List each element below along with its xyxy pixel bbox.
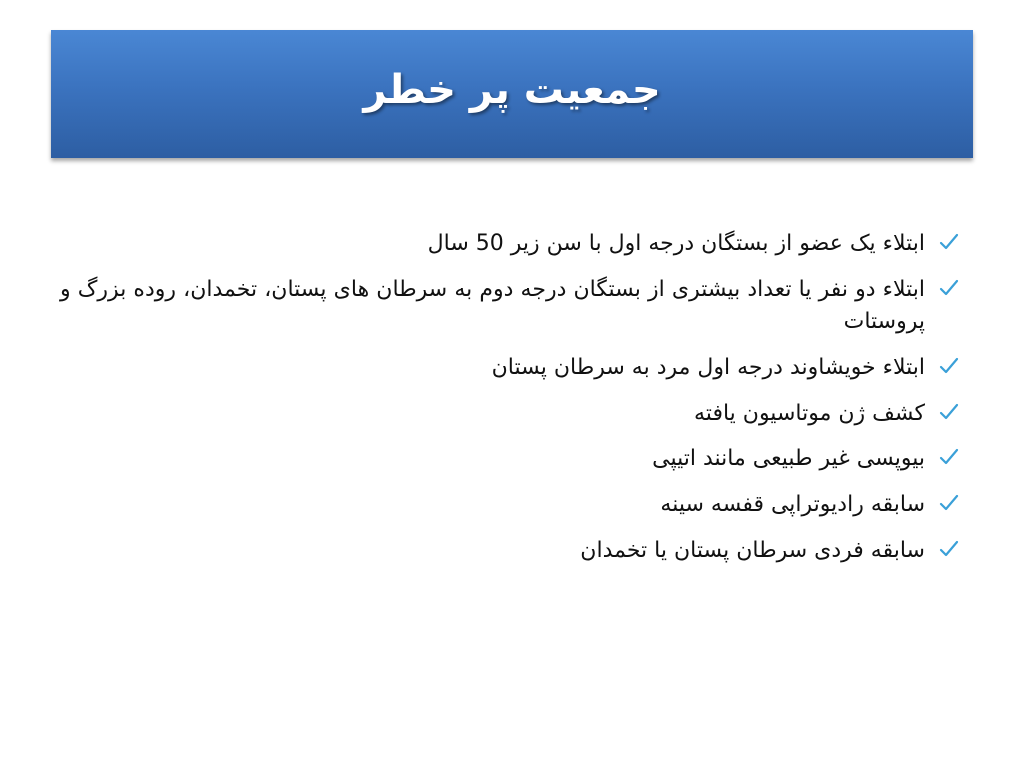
checkmark-icon (938, 446, 960, 468)
bullet-list (60, 228, 962, 581)
checkmark-icon (938, 538, 960, 560)
list-item (60, 352, 962, 384)
checkmark-icon (938, 401, 960, 423)
checkmark-icon (938, 355, 960, 377)
list-item (60, 535, 962, 567)
list-item (60, 443, 962, 475)
list-item-text: بیوپسی غیر طبیعی مانند اتیپی (652, 446, 925, 472)
list-item (60, 489, 962, 521)
list-item (60, 274, 962, 338)
list-item (60, 228, 962, 260)
checkmark-icon (938, 277, 960, 299)
checkmark-icon (938, 492, 960, 514)
checkmark-icon (938, 231, 960, 253)
list-item-text: سابقه رادیوتراپی قفسه سینه (660, 492, 925, 518)
list-item (60, 398, 962, 430)
list-item-text: ابتلاء خویشاوند درجه اول مرد به سرطان پستان (491, 354, 925, 380)
list-item-text: کشف ژن موتاسیون یافته (694, 400, 925, 426)
slide-title: جمعیت پر خطر (363, 67, 661, 113)
list-item-text: ابتلاء یک عضو از بستگان درجه اول با سن زیر 50 سال (427, 231, 925, 256)
title-bar (51, 30, 973, 158)
list-item-text: سابقه فردی سرطان پستان یا تخمدان (580, 538, 925, 564)
list-item-text: ابتلاء دو نفر یا تعداد بیشتری از بستگان درجه دوم به سرطان های پستان، تخمدان، روده بزرگ و پروستات (60, 276, 925, 334)
